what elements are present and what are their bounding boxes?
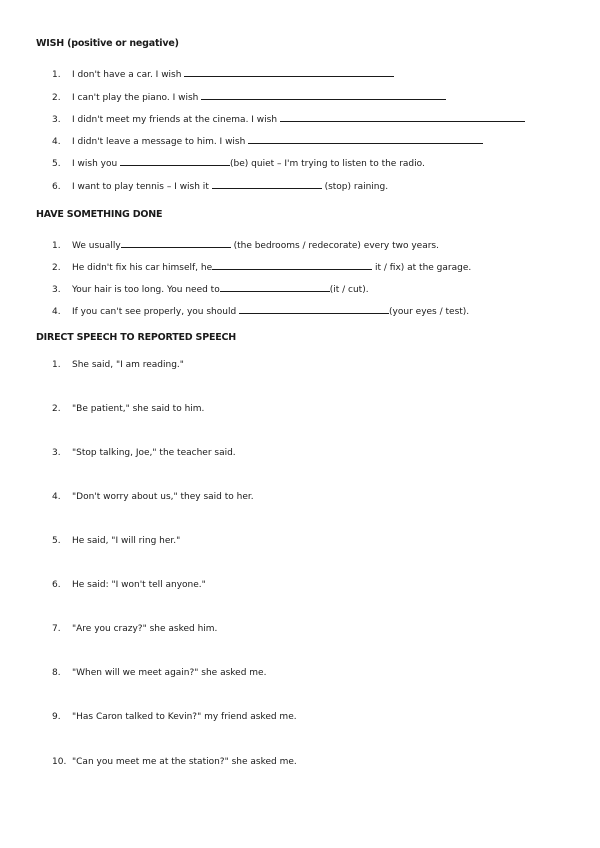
item-number: 8. bbox=[52, 668, 61, 678]
item-text: "Are you crazy?" she asked him. bbox=[72, 624, 218, 634]
section-heading-wish: WISH (positive or negative) bbox=[36, 38, 179, 49]
item-text: "Stop talking, Joe," the teacher said. bbox=[72, 448, 236, 458]
wish-item-2 bbox=[52, 90, 446, 104]
item-text: We usually bbox=[72, 241, 121, 251]
section-heading-have-done: HAVE SOMETHING DONE bbox=[36, 209, 163, 220]
wish-item-1 bbox=[52, 67, 394, 81]
item-number: 10. bbox=[52, 757, 67, 767]
item-text: (the bedrooms / redecorate) every two years. bbox=[230, 241, 439, 251]
reported-item-4 bbox=[52, 491, 254, 503]
item-number: 1. bbox=[52, 241, 61, 251]
item-number: 2. bbox=[52, 404, 61, 414]
answer-blank[interactable] bbox=[201, 90, 446, 100]
wish-item-3 bbox=[52, 112, 525, 126]
answer-blank[interactable] bbox=[121, 238, 231, 248]
item-text: "Can you meet me at the station?" she asked me. bbox=[72, 757, 297, 767]
item-number: 3. bbox=[52, 115, 61, 125]
reported-item-9 bbox=[52, 711, 297, 723]
answer-blank[interactable] bbox=[184, 67, 394, 77]
item-text: (stop) raining. bbox=[321, 182, 389, 192]
have-done-item-4 bbox=[52, 304, 469, 318]
item-text: I didn't meet my friends at the cinema. I wish bbox=[72, 115, 280, 125]
answer-blank[interactable] bbox=[239, 304, 389, 314]
item-text: "When will we meet again?" she asked me. bbox=[72, 668, 267, 678]
item-text: "Be patient," she said to him. bbox=[72, 404, 205, 414]
item-text: I wish you bbox=[72, 159, 121, 169]
have-done-item-2 bbox=[52, 260, 471, 274]
answer-blank[interactable] bbox=[212, 179, 322, 189]
item-number: 5. bbox=[52, 159, 61, 169]
item-number: 9. bbox=[52, 712, 61, 722]
item-text: I want to play tennis – I wish it bbox=[72, 182, 212, 192]
item-number: 1. bbox=[52, 70, 61, 80]
item-text: (it / cut). bbox=[329, 285, 369, 295]
reported-item-6 bbox=[52, 579, 206, 591]
item-number: 4. bbox=[52, 137, 61, 147]
section-heading-reported-speech: DIRECT SPEECH TO REPORTED SPEECH bbox=[36, 332, 237, 343]
have-done-item-1 bbox=[52, 238, 439, 252]
item-number: 3. bbox=[52, 285, 61, 295]
reported-item-2 bbox=[52, 403, 204, 415]
reported-item-1 bbox=[52, 359, 184, 371]
item-text: If you can't see properly, you should bbox=[72, 307, 240, 317]
item-number: 7. bbox=[52, 624, 61, 634]
wish-item-4 bbox=[52, 134, 483, 148]
answer-blank[interactable] bbox=[220, 282, 330, 292]
reported-item-7 bbox=[52, 623, 217, 635]
item-number: 1. bbox=[52, 360, 61, 370]
item-number: 5. bbox=[52, 536, 61, 546]
item-number: 6. bbox=[52, 580, 61, 590]
reported-item-8 bbox=[52, 667, 266, 679]
item-text: it / fix) at the garage. bbox=[372, 263, 472, 273]
item-text: "Has Caron talked to Kevin?" my friend asked me. bbox=[72, 712, 297, 722]
item-number: 4. bbox=[52, 492, 61, 502]
answer-blank[interactable] bbox=[280, 112, 525, 122]
reported-item-3 bbox=[52, 447, 236, 459]
item-number: 3. bbox=[52, 448, 61, 458]
item-number: 6. bbox=[52, 182, 61, 192]
item-text: I don't have a car. I wish bbox=[72, 70, 185, 80]
item-number: 2. bbox=[52, 93, 61, 103]
item-number: 4. bbox=[52, 307, 61, 317]
item-text: (your eyes / test). bbox=[389, 307, 470, 317]
answer-blank[interactable] bbox=[212, 260, 372, 270]
have-done-item-3 bbox=[52, 282, 369, 296]
item-text: I can't play the piano. I wish bbox=[72, 93, 202, 103]
item-text: Your hair is too long. You need to bbox=[72, 285, 220, 295]
item-text: She said, "I am reading." bbox=[72, 360, 184, 370]
item-text: He said: "I won't tell anyone." bbox=[72, 580, 206, 590]
item-text: "Don't worry about us," they said to her. bbox=[72, 492, 254, 502]
wish-item-5 bbox=[52, 156, 425, 170]
item-text: He didn't fix his car himself, he bbox=[72, 263, 213, 273]
item-text: He said, "I will ring her." bbox=[72, 536, 181, 546]
item-text: I didn't leave a message to him. I wish bbox=[72, 137, 249, 147]
item-number: 2. bbox=[52, 263, 61, 273]
wish-item-6 bbox=[52, 179, 388, 193]
item-text: (be) quiet – I'm trying to listen to the radio. bbox=[230, 159, 425, 169]
answer-blank[interactable] bbox=[248, 134, 483, 144]
answer-blank[interactable] bbox=[120, 156, 230, 166]
reported-item-5 bbox=[52, 535, 180, 547]
reported-item-10 bbox=[52, 756, 297, 768]
